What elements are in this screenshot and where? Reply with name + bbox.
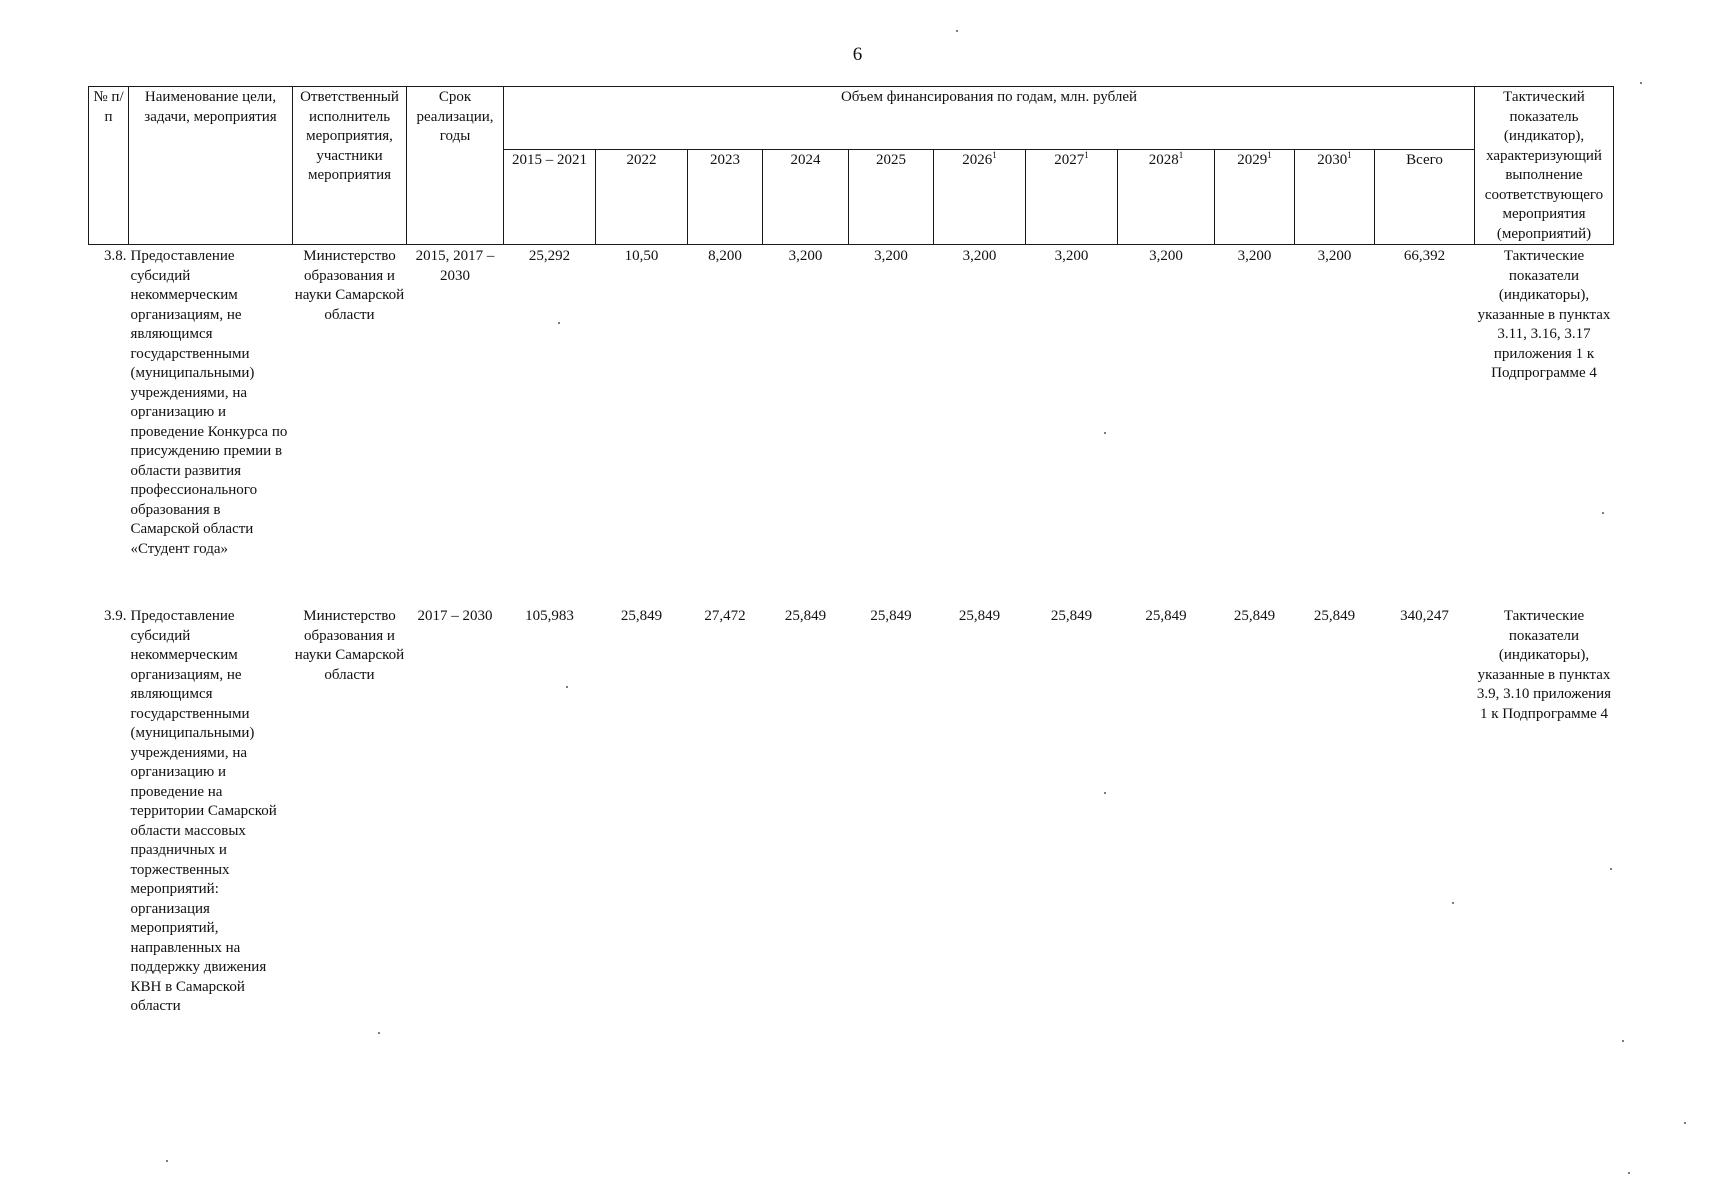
header-indicator: Тактический показатель (индикатор), характеризующий выполнение соответствующего мероприятия (мероприятий)	[1475, 87, 1614, 245]
header-year-2023: 2023	[688, 150, 763, 245]
value-2015-2021: 105,983	[525, 608, 574, 624]
scan-speck	[1104, 432, 1106, 434]
scan-speck	[378, 1032, 380, 1034]
header-num: № п/п	[89, 87, 129, 245]
header-year-2026: 2026$^1$	[934, 150, 1026, 245]
implementation-term: 2017 – 2030	[417, 608, 493, 624]
header-funding: Объем финансирования по годам, млн. рублей	[504, 87, 1475, 150]
scan-speck	[1628, 1172, 1630, 1174]
scan-speck	[1610, 868, 1612, 870]
value-2028: 25,849	[1145, 608, 1187, 624]
value-2022: 25,849	[620, 608, 663, 624]
value-2015-2021: 25,292	[528, 248, 571, 264]
value-2030: 3,200	[1317, 248, 1352, 264]
scan-speck	[558, 322, 560, 324]
value-2023: 27,472	[704, 608, 746, 624]
header-year-2025: 2025	[849, 150, 934, 245]
table-row	[89, 605, 1614, 1047]
value-2029: 25,849	[1233, 608, 1276, 624]
scan-speck	[1684, 1122, 1686, 1124]
scan-speck	[1622, 1040, 1624, 1042]
scan-speck	[956, 30, 958, 32]
activity-name: Предоставление субсидий некоммерческим организациям, не являющимся государственными (муниципальными) учреждениями, на организацию и проведение Конкурса по присуждению премии в области развития профессионального образования в Самарской области «Студент года»	[130, 248, 288, 557]
scan-speck	[1640, 82, 1642, 84]
header-executor: Ответственный исполнитель мероприятия, участники мероприятия	[293, 87, 407, 245]
indicator-text: Тактические показатели (индикаторы), указанные в пунктах 3.11, 3.16, 3.17 приложения 1 к Подпрограмме 4	[1477, 248, 1611, 381]
value-2027: 25,849	[1050, 608, 1093, 624]
header-year-2029: 2029$^1$	[1215, 150, 1295, 245]
scan-speck	[566, 686, 568, 688]
scan-speck	[1104, 792, 1106, 794]
header-year-2024: 2024	[763, 150, 849, 245]
value-total: 340,247	[1400, 608, 1449, 624]
table-row	[89, 245, 1614, 606]
value-2027: 3,200	[1054, 248, 1089, 264]
value-2025: 25,849	[870, 608, 912, 624]
scan-speck	[1602, 512, 1604, 514]
executor: Министерство образования и науки Самарской области	[294, 248, 405, 323]
header-total: Всего	[1375, 150, 1475, 245]
scan-speck	[166, 1160, 168, 1162]
activity-name: Предоставление субсидий некоммерческим организациям, не являющимся государственными (муниципальными) учреждениями, на организацию и проведение на территории Самарской области массовых праздничных и торжественных мероприятий: организация мероприятий, направленных на поддержку движения КВН в Самарской области	[130, 608, 277, 1014]
header-name: Наименование цели, задачи, мероприятия	[129, 87, 293, 245]
value-2025: 3,200	[874, 248, 908, 264]
indicator-text: Тактические показатели (индикаторы), указанные в пунктах 3.9, 3.10 приложения 1 к Подпрограмме 4	[1476, 608, 1612, 722]
value-total: 66,392	[1403, 248, 1446, 264]
value-2022: 10,50	[624, 248, 659, 264]
scan-speck	[1452, 902, 1454, 904]
value-2024: 25,849	[784, 608, 827, 624]
header-year-2028: 2028$^1$	[1118, 150, 1215, 245]
row-number: 3.9.	[104, 608, 127, 624]
value-2026: 3,200	[962, 248, 997, 264]
value-2028: 3,200	[1149, 248, 1183, 264]
value-2029: 3,200	[1237, 248, 1272, 264]
value-2024: 3,200	[788, 248, 823, 264]
header-year-2030: 2030$^1$	[1295, 150, 1375, 245]
executor: Министерство образования и науки Самарской области	[294, 608, 405, 683]
value-2023: 8,200	[708, 248, 742, 264]
header-year-2027: 2027$^1$	[1026, 150, 1118, 245]
row-number: 3.8.	[104, 248, 127, 264]
page-number: 6	[852, 44, 863, 65]
header-year-2022: 2022	[596, 150, 688, 245]
implementation-term: 2015, 2017 – 2030	[415, 248, 495, 284]
value-2030: 25,849	[1313, 608, 1356, 624]
header-term: Срок реализации, годы	[407, 87, 504, 245]
header-year-2015-2021: 2015 – 2021	[504, 150, 596, 245]
value-2026: 25,849	[958, 608, 1001, 624]
financing-table	[88, 86, 1614, 1047]
